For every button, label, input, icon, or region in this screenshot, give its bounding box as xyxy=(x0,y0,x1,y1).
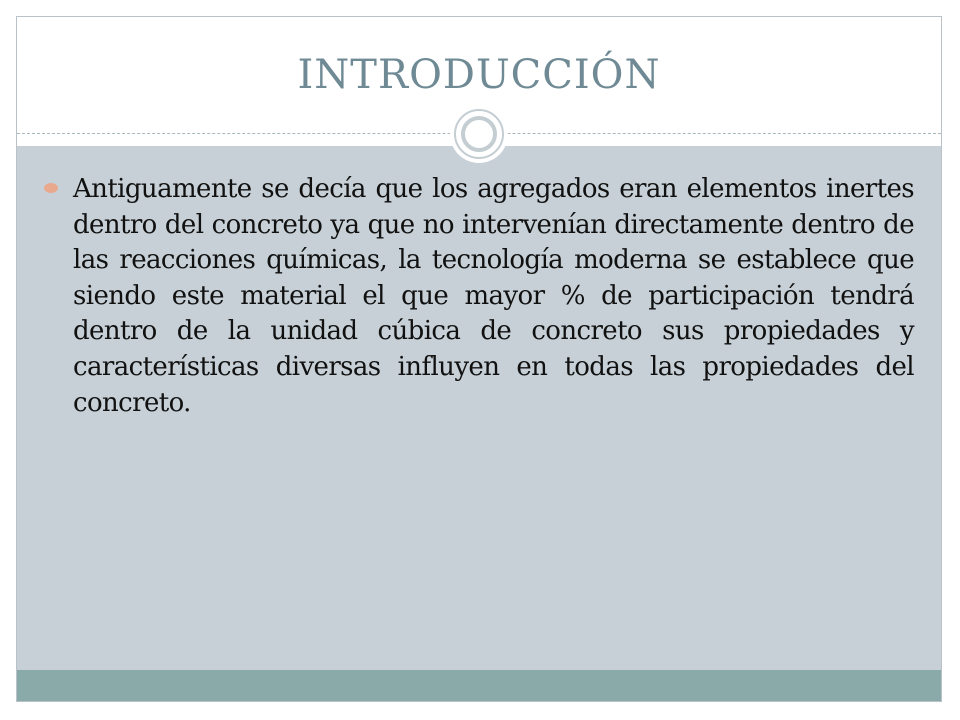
footer-band xyxy=(17,670,941,701)
slide-title: INTRODUCCIÓN xyxy=(297,52,661,98)
bullet-text: Antiguamente se decía que los agregados eran elementos inertes dentro del concreto ya que no intervenían directamente dentro de las reacciones químicas, la tecnología moderna se establece que siendo este material el que mayor % de participación tendrá dentro de la unidad cúbica de concreto sus propiedades y características diversas influyen en todas las propiedades del concreto. xyxy=(73,174,914,418)
inner-ring xyxy=(461,116,497,152)
bullet-list xyxy=(44,172,914,421)
double-ring-icon xyxy=(450,105,508,163)
bullet-item xyxy=(44,172,914,421)
bullet-dot-icon xyxy=(44,183,58,193)
